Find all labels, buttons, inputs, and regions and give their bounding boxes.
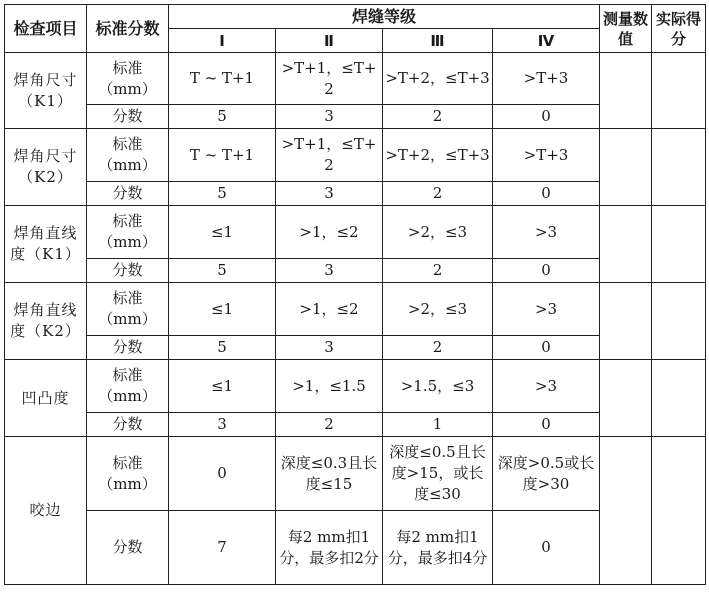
score-cell: 3 [276, 182, 383, 206]
item-weld-size-k1: 焊角尺寸（K1） [5, 53, 87, 129]
standard-cell: >T+1，≤T+2 [276, 129, 383, 182]
score-cell: 2 [383, 259, 493, 283]
score-cell: 5 [169, 336, 276, 360]
score-cell: 7 [169, 511, 276, 585]
standard-cell: >1，≤2 [276, 283, 383, 336]
measured-value-cell[interactable] [600, 129, 652, 206]
weld-grading-table [4, 4, 706, 585]
item-weld-straightness-k2: 焊角直线度（K2） [5, 283, 87, 360]
label-standard: 标准（mm） [87, 129, 169, 182]
header-grade-2: Ⅱ [276, 29, 383, 53]
header-grade-3: Ⅲ [383, 29, 493, 53]
actual-score-cell[interactable] [652, 53, 706, 129]
score-cell: 0 [493, 511, 600, 585]
score-cell: 3 [276, 105, 383, 129]
standard-cell: >3 [493, 206, 600, 259]
standard-cell: >1，≤2 [276, 206, 383, 259]
standard-cell: >1，≤1.5 [276, 360, 383, 413]
header-grade-1: Ⅰ [169, 29, 276, 53]
standard-cell: >T+2，≤T+3 [383, 129, 493, 182]
item-weld-size-k2: 焊角尺寸（K2） [5, 129, 87, 206]
score-cell: 5 [169, 182, 276, 206]
measured-value-cell[interactable] [600, 283, 652, 360]
label-standard: 标准（mm） [87, 53, 169, 105]
standard-cell: >3 [493, 283, 600, 336]
actual-score-cell[interactable] [652, 129, 706, 206]
standard-cell: >3 [493, 360, 600, 413]
measured-value-cell[interactable] [600, 360, 652, 437]
score-cell: 5 [169, 105, 276, 129]
score-cell: 5 [169, 259, 276, 283]
item-weld-straightness-k1: 焊角直线度（K1） [5, 206, 87, 283]
score-cell: 3 [276, 336, 383, 360]
score-cell: 0 [493, 413, 600, 437]
score-cell: 3 [169, 413, 276, 437]
standard-cell: >T+3 [493, 129, 600, 182]
actual-score-cell[interactable] [652, 206, 706, 283]
standard-cell: T ~ T+1 [169, 129, 276, 182]
standard-cell: 深度>0.5或长度>30 [493, 437, 600, 511]
score-cell: 0 [493, 336, 600, 360]
label-standard: 标准（mm） [87, 360, 169, 413]
label-score: 分数 [87, 182, 169, 206]
score-cell: 2 [276, 413, 383, 437]
header-weld-grade: 焊缝等级 [169, 5, 600, 29]
label-standard: 标准（mm） [87, 283, 169, 336]
item-undercut: 咬边 [5, 437, 87, 585]
standard-cell: ≤1 [169, 360, 276, 413]
header-item: 检查项目 [5, 5, 87, 53]
score-cell: 2 [383, 105, 493, 129]
standard-cell: >1.5，≤3 [383, 360, 493, 413]
score-cell: 0 [493, 182, 600, 206]
score-cell: 2 [383, 182, 493, 206]
standard-cell: ≤1 [169, 206, 276, 259]
label-score: 分数 [87, 511, 169, 585]
standard-cell: 深度≤0.5且长度>15，或长度≤30 [383, 437, 493, 511]
standard-cell: 深度≤0.3且长度≤15 [276, 437, 383, 511]
label-score: 分数 [87, 336, 169, 360]
standard-cell: >2，≤3 [383, 283, 493, 336]
score-cell: 每2 mm扣1分，最多扣2分 [276, 511, 383, 585]
score-cell: 0 [493, 105, 600, 129]
measured-value-cell[interactable] [600, 437, 652, 585]
measured-value-cell[interactable] [600, 53, 652, 129]
label-score: 分数 [87, 105, 169, 129]
header-standard-score: 标准分数 [87, 5, 169, 53]
standard-cell: 0 [169, 437, 276, 511]
score-cell: 3 [276, 259, 383, 283]
actual-score-cell[interactable] [652, 437, 706, 585]
header-grade-4: Ⅳ [493, 29, 600, 53]
standard-cell: >T+1，≤T+2 [276, 53, 383, 105]
score-cell: 2 [383, 336, 493, 360]
standard-cell: T ~ T+1 [169, 53, 276, 105]
header-measured-value: 测量数值 [600, 5, 652, 53]
actual-score-cell[interactable] [652, 283, 706, 360]
header-actual-score: 实际得分 [652, 5, 706, 53]
standard-cell: >T+3 [493, 53, 600, 105]
standard-cell: >T+2，≤T+3 [383, 53, 493, 105]
label-score: 分数 [87, 259, 169, 283]
score-cell: 每2 mm扣1分，最多扣4分 [383, 511, 493, 585]
score-cell: 1 [383, 413, 493, 437]
actual-score-cell[interactable] [652, 360, 706, 437]
label-score: 分数 [87, 413, 169, 437]
standard-cell: >2，≤3 [383, 206, 493, 259]
item-concavity-convexity: 凹凸度 [5, 360, 87, 437]
label-standard: 标准（mm） [87, 206, 169, 259]
standard-cell: ≤1 [169, 283, 276, 336]
label-standard: 标准（mm） [87, 437, 169, 511]
score-cell: 0 [493, 259, 600, 283]
measured-value-cell[interactable] [600, 206, 652, 283]
